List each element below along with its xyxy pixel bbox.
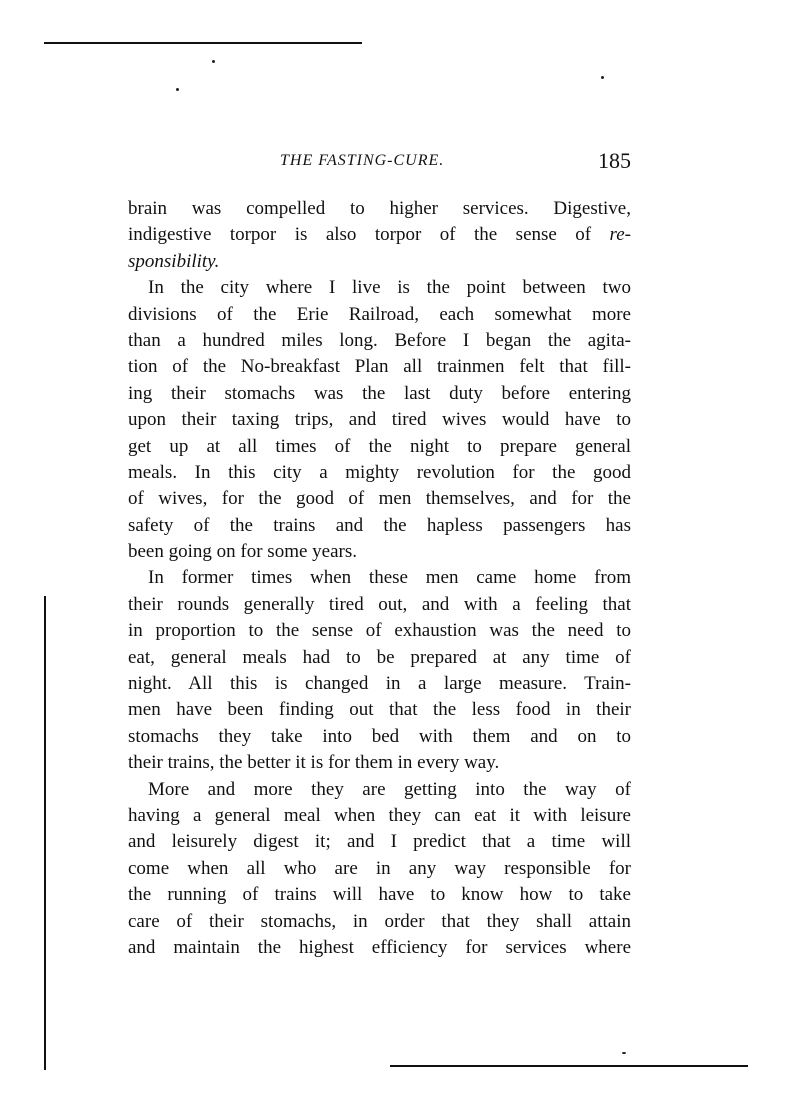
text-line-roman: indigestive torpor is also torpor of the sense of <box>128 224 610 246</box>
text-line: and leisurely digest it; and I predict that a time will <box>128 831 631 853</box>
paragraph-3 <box>128 565 631 776</box>
text-line: night. All this is changed in a large measure. Train- <box>128 673 631 695</box>
text-line: and maintain the highest efficiency for services where <box>128 936 631 958</box>
scan-speck <box>176 88 179 91</box>
text-line: the running of trains will have to know how to take <box>128 884 631 906</box>
text-line: safety of the trains and the hapless passengers has <box>128 514 631 536</box>
top-rule <box>44 42 362 44</box>
text-line: More and more they are getting into the way of <box>148 778 631 800</box>
text-line: been going on for some years. <box>128 541 357 563</box>
text-line: tion of the No-breakfast Plan all trainmen felt that fill- <box>128 356 631 378</box>
text-line: sponsibility. <box>128 250 220 272</box>
text-line: men have been finding out that the less food in their <box>128 699 631 721</box>
text-line: eat, general meals had to be prepared at any time of <box>128 646 631 668</box>
bottom-rule <box>390 1065 748 1067</box>
text-line: care of their stomachs, in order that they shall attain <box>128 910 631 932</box>
page-number: 185 <box>598 148 631 173</box>
text-line: divisions of the Erie Railroad, each somewhat more <box>128 303 631 325</box>
text-line: their trains, the better it is for them in every way. <box>128 752 500 774</box>
text-line: having a general meal when they can eat it with leisure <box>128 804 631 826</box>
running-head <box>128 150 631 176</box>
text-line: In former times when these men came home from <box>148 567 631 589</box>
text-line: brain was compelled to higher services. Digestive, <box>128 198 631 219</box>
text-line: of wives, for the good of men themselves, and for the <box>128 488 631 510</box>
text-line-italic: re- <box>609 224 631 246</box>
text-line: than a hundred miles long. Before I began the agita- <box>128 329 631 351</box>
text-line: meals. In this city a mighty revolution for the good <box>128 461 631 483</box>
running-title: THE FASTING-CURE. <box>280 152 445 169</box>
text-line: upon their taxing trips, and tired wives would have to <box>128 409 631 431</box>
paragraph-4 <box>128 777 631 962</box>
scan-speck <box>622 1052 626 1054</box>
text-line <box>128 222 631 248</box>
text-line: their rounds generally tired out, and with a feeling that <box>128 593 631 615</box>
scan-speck <box>212 60 215 63</box>
left-margin-rule <box>44 596 46 1070</box>
paragraph-1 <box>128 196 631 275</box>
text-block <box>128 196 631 961</box>
text-line: get up at all times of the night to prepare general <box>128 435 631 457</box>
scan-speck <box>601 76 604 79</box>
paragraph-2 <box>128 275 631 565</box>
text-line: ing their stomachs was the last duty before entering <box>128 382 631 404</box>
text-line: come when all who are in any way responsible for <box>128 857 631 879</box>
text-line: In the city where I live is the point between two <box>148 277 631 299</box>
text-line: stomachs they take into bed with them and on to <box>128 725 631 747</box>
text-line: in proportion to the sense of exhaustion was the need to <box>128 620 631 642</box>
